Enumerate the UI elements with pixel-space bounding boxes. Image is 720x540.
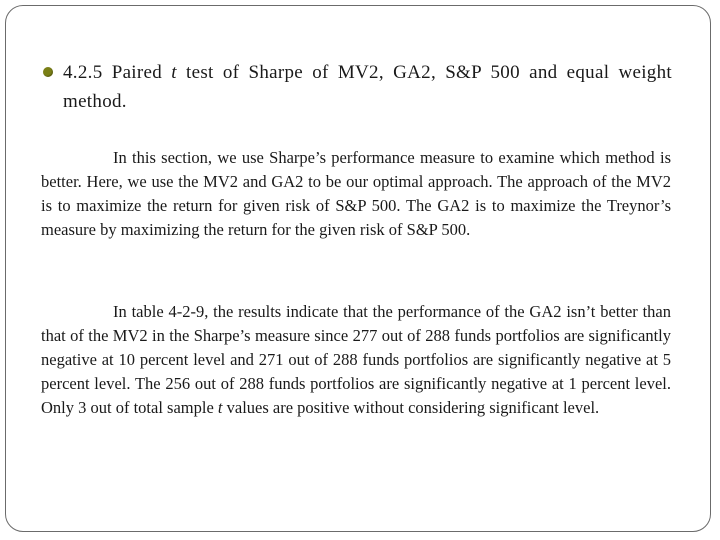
heading-italic-t: t [171,62,177,83]
paragraph-2-before: In table 4-2-9, the results indicate that the performance of the GA2 isn’t better than that of the MV2 in the Sharpe’s measure since 277 out of 288 funds portfolios are significantly negative at 10 percent level and 271 out of 288 funds portfolios are significantly negative at 5 percent level. The 256 out of 288 funds portfolios are significantly negative at 1 percent level. Only 3 out of total sample [41,302,671,417]
heading-prefix: 4.2.5 Paired [63,62,172,83]
paragraph-1-text: In this section, we use Sharpe’s performance measure to examine which method is better. Here, we use the MV2 and GA2 to be our optimal approach. The approach of the MV2 is to maximize the return for given risk of S&P 500. The GA2 is to maximize the Treynor’s measure by maximizing the return for the given risk of S&P 500. [41,148,671,239]
paragraph-2-italic-t: t [217,398,223,417]
paragraph-2-after: values are positive without considering significant level. [222,398,600,417]
paragraph-sharpe-intro [41,146,671,242]
heading-text [40,58,672,116]
paragraph-table-results [41,300,671,420]
section-heading [40,58,672,116]
heading-rest: test of Sharpe of MV2, GA2, S&P 500 and equal weight method. [63,62,672,112]
